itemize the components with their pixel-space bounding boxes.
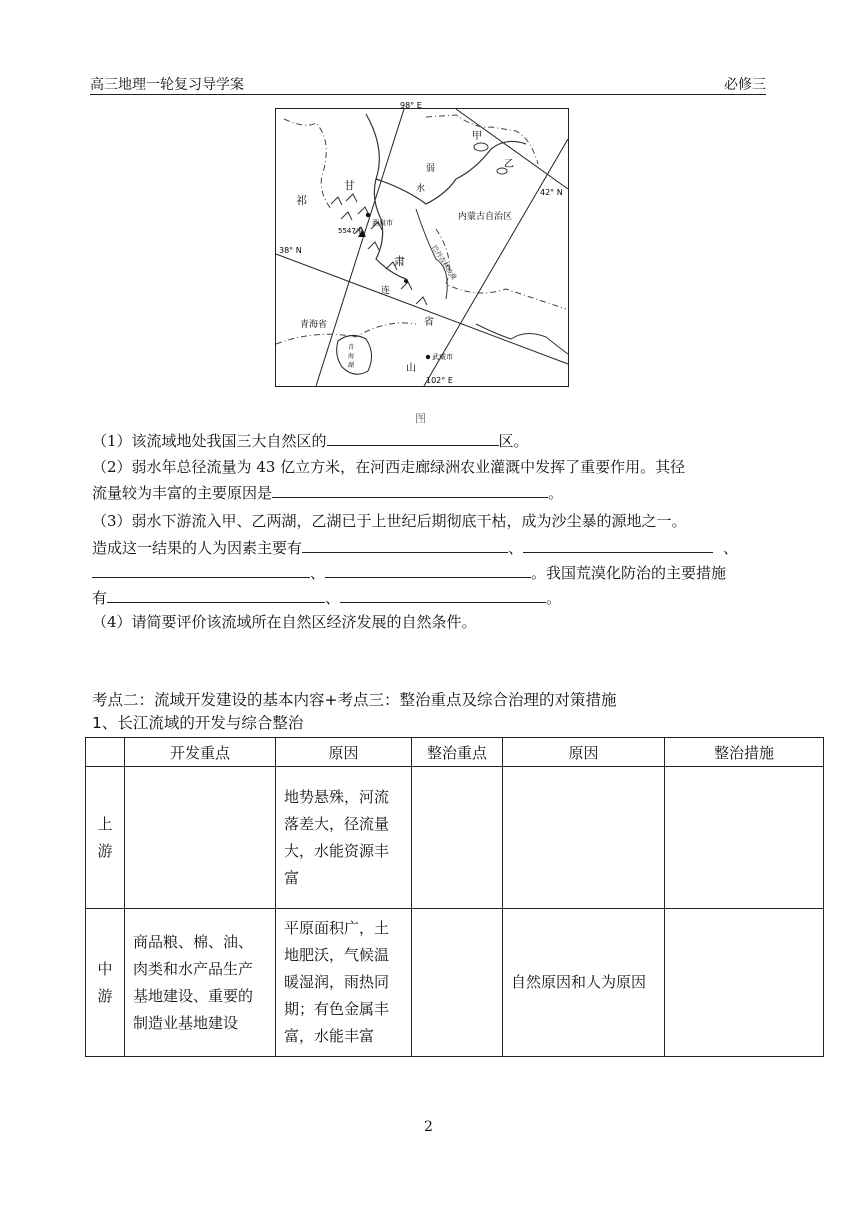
- label-neimenggu: 内蒙古自治区: [458, 212, 513, 222]
- label-qinghai-province: 青海省: [300, 320, 328, 330]
- answer-blank-q3-4[interactable]: [325, 561, 531, 578]
- river-east: [476, 324, 568, 354]
- label-su: 肃: [394, 255, 405, 268]
- question-3-line-3: 、 。我国荒漠化防治的主要措施: [92, 561, 726, 584]
- header-title: 高三地理一轮复习导学案: [90, 77, 244, 93]
- label-102e: 102° E: [426, 376, 453, 385]
- dev-focus-cell[interactable]: [125, 767, 276, 909]
- page-number: 2: [424, 1119, 433, 1135]
- reason-cell: 地势悬殊，河流落差大，径流量大，水能资源丰富: [276, 767, 412, 909]
- map-caption: 图: [415, 412, 426, 425]
- river-ruoshui: [376, 141, 526, 204]
- label-ruo: 弱: [426, 164, 436, 174]
- question-4: （4）请简要评价该流域所在自然区经济发展的自然条件。: [92, 613, 477, 631]
- yangtze-development-table: [85, 737, 824, 1057]
- question-2-line-1: （2）弱水年总径流量为 43 亿立方米，在河西走廊绿洲农业灌溉中发挥了重要作用。其径: [92, 458, 686, 476]
- header-volume: 必修三: [724, 77, 766, 93]
- table-header-cell: [86, 738, 125, 767]
- question-3-line-1: （3）弱水下游流入甲、乙两湖，乙湖已于上世纪后期彻底干枯，成为沙尘暴的源地之一。: [92, 512, 687, 530]
- parallel-42n: [456, 109, 568, 189]
- label-98e: 98° E: [400, 101, 422, 110]
- region-cell: 中游: [86, 909, 125, 1057]
- table-header-cell: 整治措施: [665, 738, 824, 767]
- label-gan: 甘: [344, 179, 355, 192]
- basin-map-drawing: [276, 101, 568, 386]
- basin-map: [275, 101, 569, 387]
- region-cell: 上游: [86, 767, 125, 909]
- qinghai-lake-shape: [337, 335, 372, 374]
- label-qinghai-lake-2: 海: [348, 353, 355, 360]
- question-2-line-2: 流量较为丰富的主要原因是 。: [92, 481, 563, 504]
- table-header-cell: 原因: [276, 738, 412, 767]
- label-wuwei: 武威市: [432, 353, 453, 361]
- answer-blank-q2[interactable]: [272, 481, 548, 498]
- label-badanjilin: 巴丹吉林沙漠: [430, 243, 458, 282]
- gov-focus-cell[interactable]: [412, 767, 503, 909]
- label-shan: 山: [406, 363, 416, 374]
- page-header: [90, 74, 766, 95]
- table-header-cell: 整治重点: [412, 738, 503, 767]
- table-header-row: [86, 738, 824, 767]
- measures-cell[interactable]: [665, 909, 824, 1057]
- label-38n: 38° N: [279, 246, 302, 255]
- section-title: 考点二：流域开发建设的基本内容+考点三：整治重点及综合治理的对策措施: [92, 691, 617, 709]
- dev-focus-cell[interactable]: 商品粮、棉、油、肉类和水产品生产基地建设、重要的制造业基地建设: [125, 909, 276, 1057]
- label-peak: 5547米: [338, 227, 363, 235]
- label-qinghai-lake-3: 湖: [348, 362, 355, 369]
- answer-blank-q1[interactable]: [327, 429, 499, 446]
- answer-blank-q3-3[interactable]: [92, 561, 310, 578]
- province-boundary-south: [276, 323, 416, 344]
- measures-cell[interactable]: [665, 767, 824, 909]
- gov-focus-cell[interactable]: [412, 909, 503, 1057]
- label-qinghai-lake-1: 青: [348, 344, 355, 351]
- label-lian: 连: [381, 286, 391, 296]
- answer-blank-q3-6[interactable]: [340, 586, 546, 603]
- label-yi: 乙: [504, 159, 514, 170]
- label-jia: 甲: [472, 131, 482, 142]
- label-shui: 水: [416, 184, 426, 194]
- city-jiuquan-dot: [366, 213, 370, 217]
- question-3-line-2: 造成这一结果的人为因素主要有 、 、: [92, 536, 738, 559]
- section-subtitle: 1、长江流域的开发与综合整治: [92, 714, 304, 732]
- table-header-cell: 原因: [503, 738, 665, 767]
- question-3-line-4: 有 、 。: [92, 586, 561, 609]
- question-1: （1）该流域地处我国三大自然区的 区。: [92, 429, 529, 452]
- table-header-cell: 开发重点: [125, 738, 276, 767]
- answer-blank-q3-2[interactable]: [523, 536, 713, 553]
- answer-blank-q3-1[interactable]: [302, 536, 508, 553]
- label-qi: 祁: [296, 194, 307, 207]
- meridian-98e: [316, 109, 404, 386]
- reason-cell: 平原面积广，土地肥沃，气候温暖湿润，雨热同期；有色金属丰富，水能丰富: [276, 909, 412, 1057]
- province-boundary-east: [436, 229, 566, 309]
- label-jiuquan: 酒泉市: [372, 219, 393, 227]
- lake-jia: [474, 143, 488, 151]
- table-row: [86, 909, 824, 1057]
- parallel-38n: [276, 254, 568, 364]
- gov-reason-cell[interactable]: 自然原因和人为原因: [503, 909, 665, 1057]
- city-dot: [404, 279, 408, 283]
- gov-reason-cell[interactable]: [503, 767, 665, 909]
- city-wuwei-dot: [426, 355, 430, 359]
- label-42n: 42° N: [540, 188, 563, 197]
- answer-blank-q3-5[interactable]: [107, 586, 325, 603]
- label-sheng: 省: [424, 317, 434, 328]
- table-row: [86, 767, 824, 909]
